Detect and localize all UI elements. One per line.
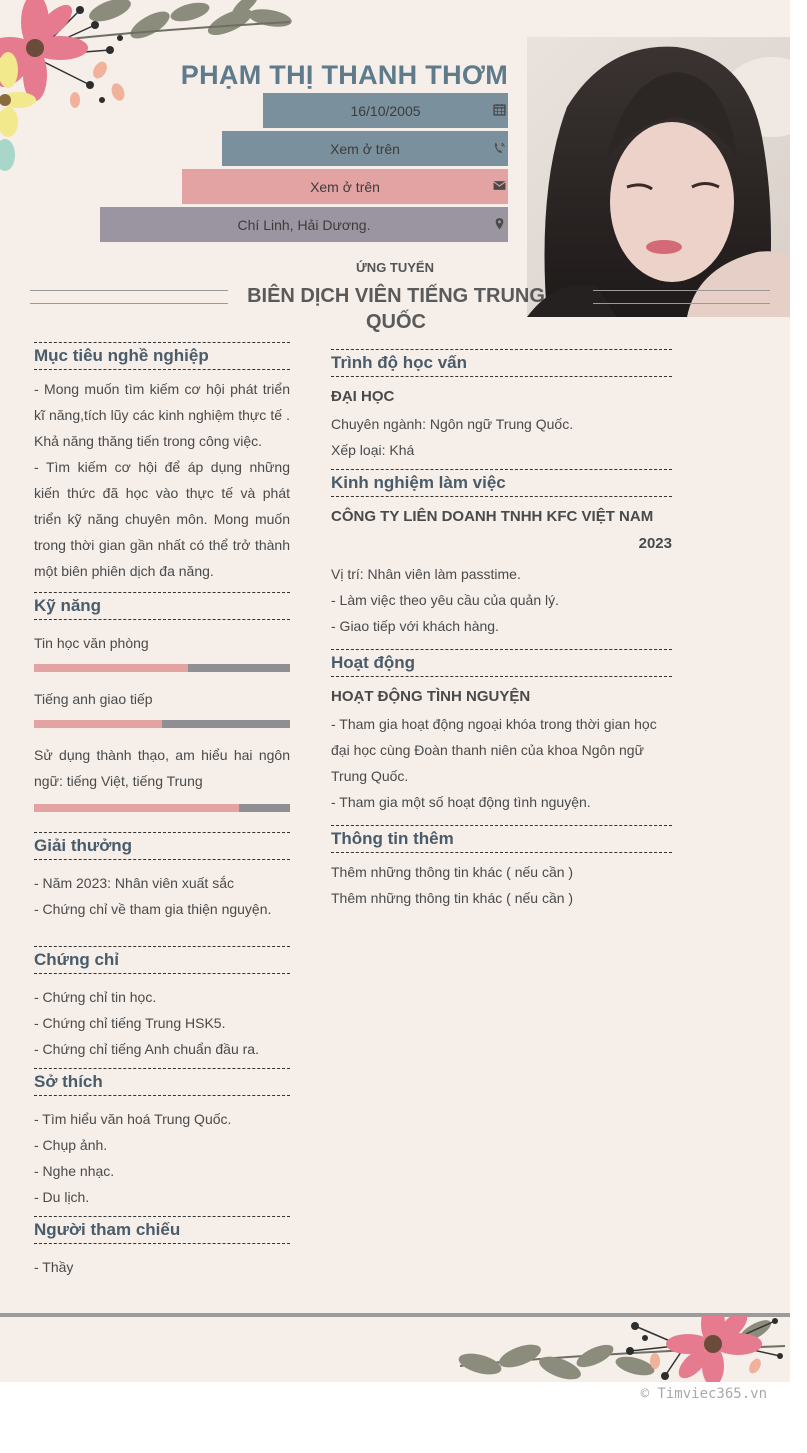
skill-name: Tiếng anh giao tiếp bbox=[34, 691, 153, 707]
apply-label: ỨNG TUYỂN bbox=[356, 260, 434, 275]
section-title: Giải thưởng bbox=[34, 832, 290, 860]
calendar-icon bbox=[493, 103, 506, 116]
section-body bbox=[34, 860, 290, 922]
divider-line bbox=[30, 303, 228, 304]
section-title: Chứng chỉ bbox=[34, 946, 290, 974]
experience-section bbox=[331, 469, 672, 639]
award-line: - Chứng chỉ về tham gia thiện nguyện. bbox=[34, 901, 272, 917]
applied-position: BIÊN DỊCH VIÊN TIẾNG TRUNG QUỐC bbox=[247, 285, 545, 333]
skill-level-bar bbox=[34, 804, 290, 812]
company-name: CÔNG TY LIÊN DOANH TNHH KFC VIỆT NAM bbox=[331, 508, 654, 525]
certificate-line: - Chứng chỉ tiếng Anh chuẩn đầu ra. bbox=[34, 1041, 259, 1057]
section-body bbox=[331, 709, 672, 815]
divider-line bbox=[30, 290, 228, 291]
divider-line bbox=[593, 303, 770, 304]
section-body bbox=[34, 1096, 290, 1210]
experience-line: Vị trí: Nhân viên làm passtime. bbox=[331, 566, 521, 582]
extra-line: Thêm những thông tin khác ( nếu cần ) bbox=[331, 864, 574, 880]
activity-line: - Tham gia hoạt động ngoại khóa trong thời gian học đại học cùng Đoàn thanh niên của khoa Ngôn ngữ Trung Quốc. bbox=[331, 716, 657, 784]
objective-line: - Mong muốn tìm kiếm cơ hội phát triển kĩ năng,tích lũy các kinh nghiệm thực tế . Khả năng thăng tiến trong công việc. bbox=[34, 381, 290, 449]
hobbies-section bbox=[34, 1068, 290, 1210]
section-title: Người tham chiếu bbox=[34, 1216, 290, 1244]
education-line: Chuyên ngành: Ngôn ngữ Trung Quốc. bbox=[331, 416, 574, 432]
section-title: Mục tiêu nghề nghiệp bbox=[34, 342, 290, 370]
section-body bbox=[331, 853, 672, 911]
skill-name: Sử dụng thành thạo, am hiểu hai ngôn ngữ: tiếng Việt, tiếng Trung bbox=[34, 747, 290, 789]
section-title: Trình độ học vấn bbox=[331, 349, 672, 377]
hobby-line: - Nghe nhạc. bbox=[34, 1163, 115, 1179]
activity-line: - Tham gia một số hoạt động tình nguyện. bbox=[331, 794, 591, 810]
objective-section bbox=[34, 342, 290, 584]
phone-icon bbox=[493, 141, 506, 154]
skill-level-fill bbox=[34, 804, 239, 812]
activities-section bbox=[331, 649, 672, 815]
candidate-name: PHẠM THỊ THANH THƠM bbox=[180, 60, 508, 90]
hobby-line: - Du lịch. bbox=[34, 1189, 90, 1205]
watermark: © Timviec365.vn bbox=[640, 1386, 767, 1402]
section-title: Sở thích bbox=[34, 1068, 290, 1096]
section-title: Kinh nghiệm làm việc bbox=[331, 469, 672, 497]
right-column bbox=[331, 349, 672, 911]
certificates-section bbox=[34, 946, 290, 1062]
profile-photo bbox=[527, 37, 790, 317]
certificate-line: - Chứng chỉ tin học. bbox=[34, 989, 157, 1005]
address-text: Chí Linh, Hải Dương. bbox=[237, 216, 371, 233]
section-body bbox=[34, 974, 290, 1062]
email-bar bbox=[182, 169, 508, 204]
section-title: Thông tin thêm bbox=[331, 825, 672, 853]
email-text: Xem ở trên bbox=[310, 178, 380, 195]
extra-line: Thêm những thông tin khác ( nếu cần ) bbox=[331, 890, 574, 906]
reference-line: - Thầy bbox=[34, 1259, 74, 1275]
envelope-icon bbox=[493, 179, 506, 192]
section-body bbox=[331, 409, 672, 463]
skill-level-bar bbox=[34, 720, 290, 728]
experience-line: - Làm việc theo yêu cầu của quản lý. bbox=[331, 592, 560, 608]
extra-info-section bbox=[331, 825, 672, 911]
phone-text: Xem ở trên bbox=[330, 140, 400, 157]
experience-line: - Giao tiếp với khách hàng. bbox=[331, 618, 499, 634]
address-bar bbox=[100, 207, 508, 242]
education-line: Xếp loại: Khá bbox=[331, 442, 415, 458]
section-title: Hoạt động bbox=[331, 649, 672, 677]
hobby-line: - Tìm hiểu văn hoá Trung Quốc. bbox=[34, 1111, 232, 1127]
dob-bar bbox=[263, 93, 508, 128]
activity-heading: HOẠT ĐỘNG TÌNH NGUYỆN bbox=[331, 688, 531, 705]
education-section bbox=[331, 349, 672, 463]
awards-section bbox=[34, 832, 290, 922]
skill-level-bar bbox=[34, 664, 290, 672]
skills-section bbox=[34, 592, 290, 812]
skills-list bbox=[34, 620, 290, 812]
skill-name: Tin học văn phòng bbox=[34, 635, 149, 651]
objective-line: - Tìm kiếm cơ hội để áp dụng những kiến thức đã học vào thực tế và phát triển kỹ năng chuyên môn. Mong muốn trong thời gian gần nhất có thể trở thành một biên phiên dịch đa năng. bbox=[34, 459, 290, 579]
degree-heading: ĐẠI HỌC bbox=[331, 388, 395, 405]
left-column bbox=[34, 342, 290, 1280]
certificate-line: - Chứng chỉ tiếng Trung HSK5. bbox=[34, 1015, 226, 1031]
hobby-line: - Chụp ảnh. bbox=[34, 1137, 108, 1153]
section-body bbox=[331, 559, 672, 639]
floral-decoration-bottom-right bbox=[455, 1316, 790, 1382]
section-title: Kỹ năng bbox=[34, 592, 290, 620]
award-line: - Năm 2023: Nhân viên xuất sắc bbox=[34, 875, 234, 891]
dob-text: 16/10/2005 bbox=[350, 102, 421, 119]
divider-line bbox=[593, 290, 770, 291]
references-section bbox=[34, 1216, 290, 1280]
experience-year: 2023 bbox=[638, 535, 672, 552]
skill-level-fill bbox=[34, 720, 162, 728]
skill-level-fill bbox=[34, 664, 188, 672]
section-body bbox=[34, 370, 290, 584]
section-body bbox=[34, 1244, 290, 1280]
map-pin-icon bbox=[493, 217, 506, 230]
phone-bar bbox=[222, 131, 508, 166]
